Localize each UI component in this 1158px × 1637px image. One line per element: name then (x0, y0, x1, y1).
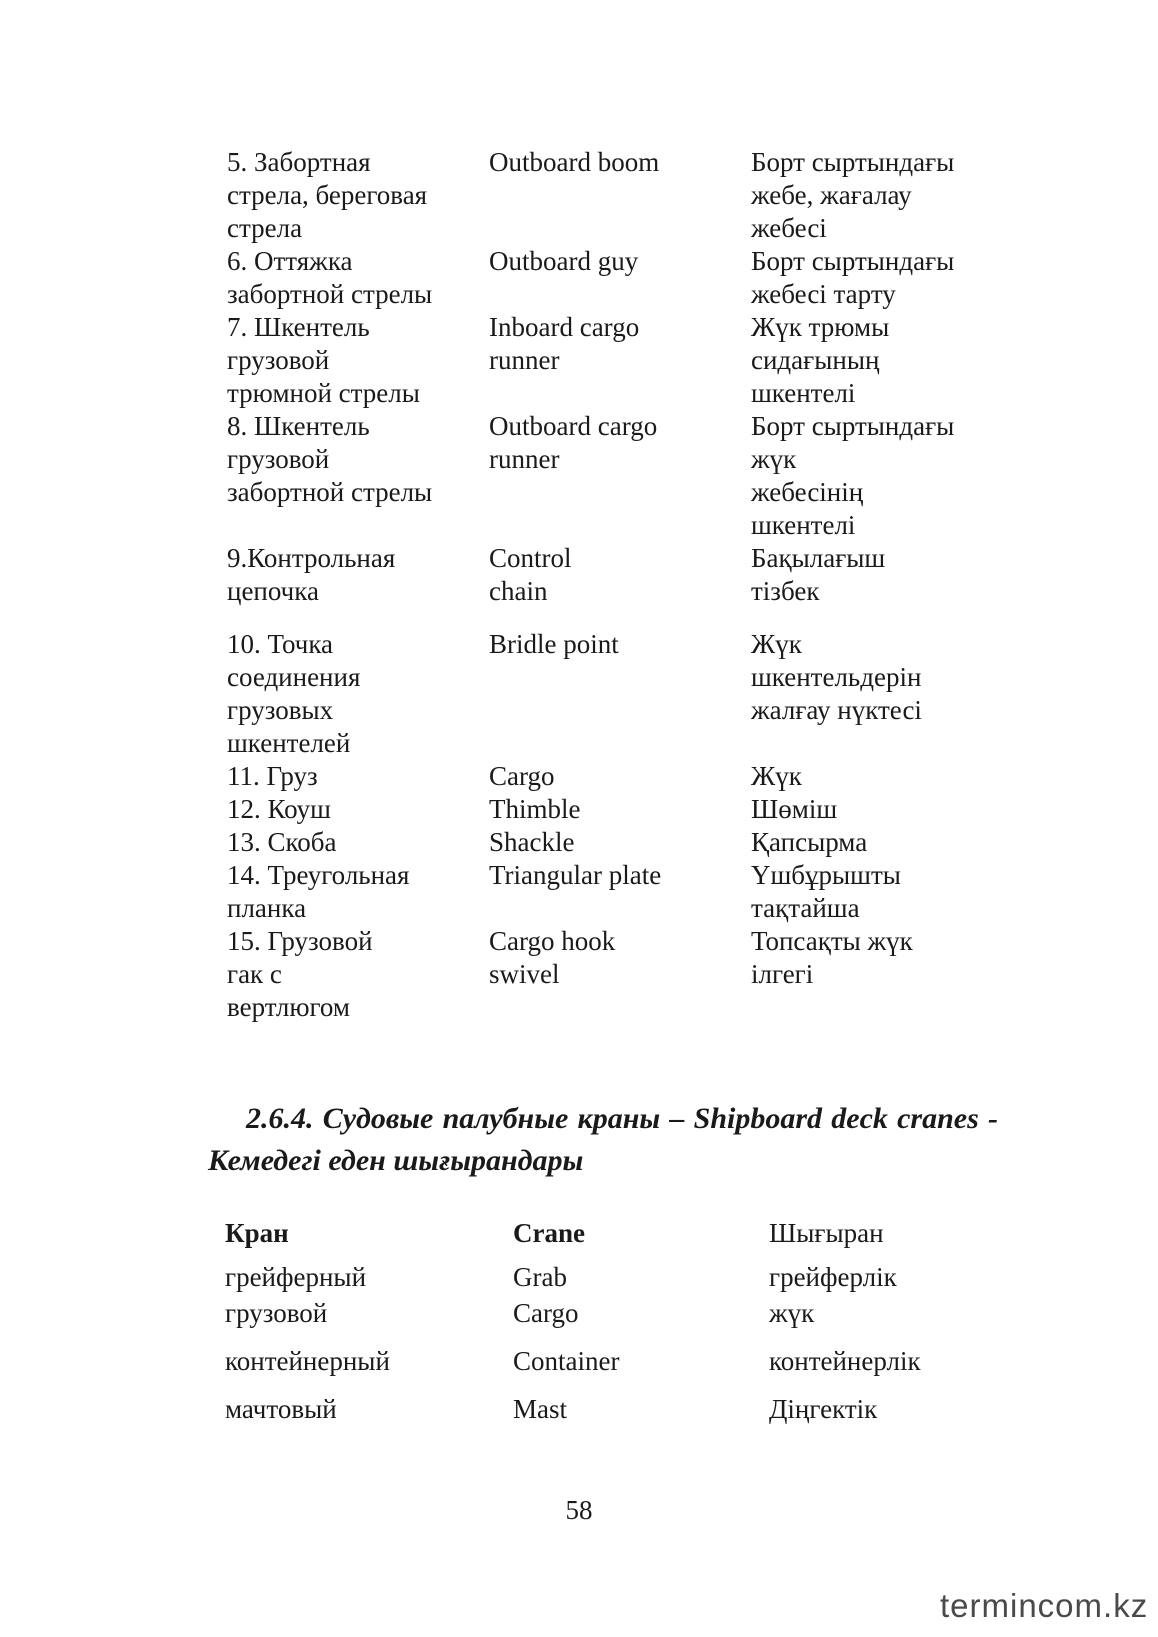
crane-en: Mast (513, 1394, 567, 1424)
term-kz-line: шкентельдерін (751, 662, 922, 692)
crane-en: Grab Cargo (513, 1262, 579, 1328)
crane-kz: контейнерлік (769, 1346, 921, 1376)
cranes-table (225, 1215, 1025, 1427)
term-ru (227, 859, 489, 925)
term-en-line: Outboard boom (489, 147, 660, 177)
crane-en: Container (513, 1346, 620, 1376)
crane-kz: Шығыран (769, 1218, 884, 1248)
term-ru-line: забортной стрелы (227, 477, 433, 507)
term-kz (751, 410, 1027, 542)
term-kz-line: Жүк трюмы (751, 312, 890, 342)
term-en (489, 311, 751, 410)
glossary-row (227, 542, 1027, 608)
term-ru-line: планка (227, 893, 307, 923)
term-en (489, 760, 751, 793)
term-kz-line: сидағының (751, 345, 880, 375)
term-en-line: Outboard guy (489, 246, 639, 276)
term-en (489, 826, 751, 859)
glossary-table (227, 146, 1027, 1024)
crane-kz: Діңгектік (769, 1394, 878, 1424)
term-en (489, 859, 751, 925)
term-ru (227, 542, 489, 608)
glossary-row (227, 760, 1027, 793)
term-ru-line: шкентелей (227, 728, 351, 758)
term-en (489, 542, 751, 608)
term-kz-line: шкентелі (751, 378, 856, 408)
crane-kz: грейферлік жүк (769, 1262, 897, 1328)
term-en (489, 410, 751, 542)
term-en-line: Triangular plate (489, 860, 662, 890)
term-ru-line: 8. Шкентель (227, 411, 370, 441)
page-number: 58 (565, 1495, 593, 1525)
term-en-line: Cargo (489, 761, 555, 791)
cranes-row (225, 1391, 1025, 1427)
term-ru (227, 146, 489, 245)
term-kz-line: Шөміш (751, 794, 838, 824)
term-kz-line: жебесі тарту (751, 279, 896, 309)
term-en-line: chain (489, 576, 548, 606)
term-kz-line: ілгегі (751, 959, 814, 989)
term-en (489, 793, 751, 826)
glossary-row (227, 925, 1027, 1024)
term-kz (751, 146, 1027, 245)
term-ru (227, 628, 489, 760)
term-en-line: Control (489, 543, 572, 573)
term-kz (751, 826, 1027, 859)
term-ru (227, 311, 489, 410)
term-kz-line: тізбек (751, 576, 820, 606)
term-en-line: runner (489, 444, 560, 474)
term-ru-line: 14. Треугольная (227, 860, 410, 890)
term-kz-line: Борт сыртындағы (751, 411, 955, 441)
term-en-line: Thimble (489, 794, 581, 824)
term-kz-line: Жүк (751, 761, 802, 791)
term-kz-line: Жүк (751, 629, 802, 659)
term-ru-line: 9.Контрольная (227, 543, 396, 573)
term-kz-line: шкентелі (751, 510, 856, 540)
term-en (489, 245, 751, 311)
term-ru-line: соединения (227, 662, 361, 692)
glossary-row (227, 410, 1027, 542)
term-ru (227, 793, 489, 826)
term-ru-line: стрела (227, 213, 303, 243)
term-kz-line: тақтайша (751, 893, 860, 923)
term-ru-line: гак с (227, 959, 282, 989)
term-ru-line: 11. Груз (227, 761, 318, 791)
term-ru-line: грузовой (227, 345, 330, 375)
term-kz-line: Қапсырма (751, 827, 868, 857)
term-ru-line: грузовых (227, 695, 334, 725)
term-kz (751, 628, 1027, 760)
glossary-row (227, 793, 1027, 826)
term-kz-line: жебесі (751, 213, 827, 243)
term-ru (227, 410, 489, 542)
term-en-line: Shackle (489, 827, 575, 857)
glossary-row (227, 245, 1027, 311)
term-kz (751, 793, 1027, 826)
term-kz-line: Борт сыртындағы (751, 246, 955, 276)
crane-ru: контейнерный (225, 1346, 390, 1376)
term-ru-line: грузовой (227, 444, 330, 474)
term-en-line: Outboard cargo (489, 411, 658, 441)
term-kz-line: Үшбұрышты (751, 860, 901, 890)
term-ru-line: вертлюгом (227, 992, 350, 1022)
term-kz-line: жүк (751, 444, 797, 474)
glossary-row (227, 146, 1027, 245)
glossary-row (227, 826, 1027, 859)
term-kz-line: жебесінің (751, 477, 864, 507)
term-en-line: Inboard cargo (489, 312, 640, 342)
term-kz (751, 859, 1027, 925)
term-ru-line: 12. Коуш (227, 794, 331, 824)
term-kz-line: жебе, жағалау (751, 180, 912, 210)
term-ru (227, 760, 489, 793)
section-heading: 2.6.4. Судовые палубные краны – Shipboard deck cranes - Кемедегі еден шығырандары (208, 1102, 998, 1177)
crane-ru: мачтовый (225, 1394, 337, 1424)
cranes-row (225, 1259, 1025, 1331)
term-kz-line: Борт сыртындағы (751, 147, 955, 177)
term-kz (751, 245, 1027, 311)
term-ru-line: стрела, береговая (227, 180, 428, 210)
term-ru (227, 245, 489, 311)
term-ru-line: 15. Грузовой (227, 926, 373, 956)
term-kz-line: Бақылағыш (751, 543, 886, 573)
term-ru-line: 13. Скоба (227, 827, 337, 857)
crane-en: Crane (513, 1218, 585, 1248)
term-ru-line: 7. Шкентель (227, 312, 370, 342)
term-kz (751, 542, 1027, 608)
glossary-row (227, 628, 1027, 760)
term-ru (227, 925, 489, 1024)
term-kz (751, 925, 1027, 1024)
term-en (489, 146, 751, 245)
term-kz (751, 311, 1027, 410)
term-en-line: runner (489, 345, 560, 375)
term-en (489, 925, 751, 1024)
watermark-logo: termincom.kz (940, 1587, 1149, 1624)
term-ru-line: трюмной стрелы (227, 378, 420, 408)
glossary-row (227, 311, 1027, 410)
term-en-line: Bridle point (489, 629, 619, 659)
crane-ru: грейферный грузовой (225, 1262, 367, 1328)
term-kz (751, 760, 1027, 793)
cranes-header-row (225, 1215, 1025, 1251)
term-ru-line: цепочка (227, 576, 319, 606)
term-ru-line: 6. Оттяжка (227, 246, 353, 276)
term-ru-line: 5. Забортная (227, 147, 371, 177)
crane-ru: Кран (225, 1218, 289, 1248)
term-en (489, 628, 751, 760)
cranes-row (225, 1343, 1025, 1379)
glossary-row (227, 859, 1027, 925)
term-ru-line: 10. Точка (227, 629, 334, 659)
term-kz-line: Топсақты жүк (751, 926, 913, 956)
term-en-line: Cargo hook (489, 926, 616, 956)
term-en-line: swivel (489, 959, 560, 989)
term-ru-line: забортной стрелы (227, 279, 433, 309)
term-kz-line: жалғау нүктесі (751, 695, 922, 725)
term-ru (227, 826, 489, 859)
